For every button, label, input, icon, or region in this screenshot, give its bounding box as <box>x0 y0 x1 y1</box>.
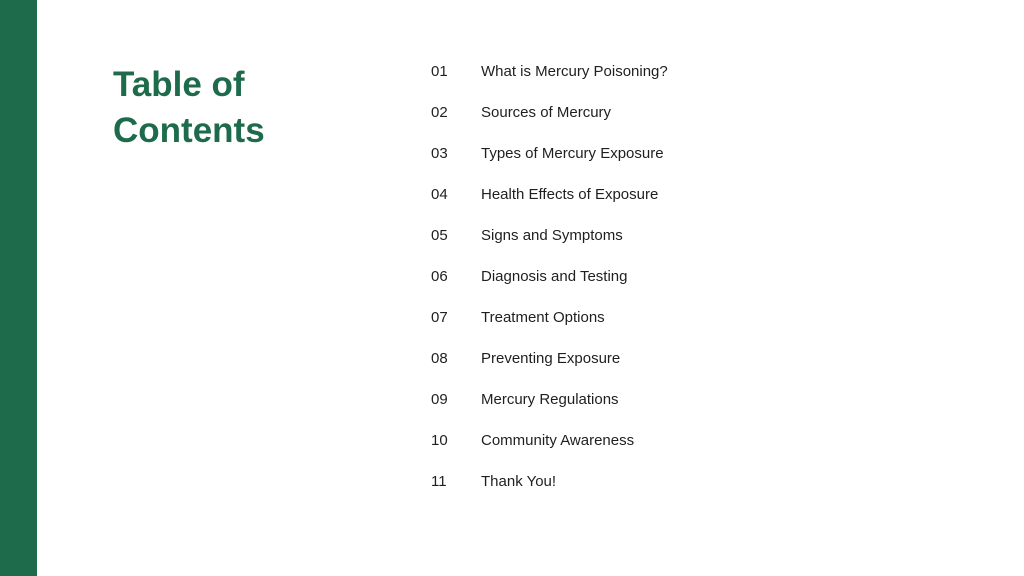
toc-item-11[interactable] <box>431 461 668 502</box>
toc-number: 10 <box>431 432 448 449</box>
table-of-contents <box>431 51 668 502</box>
toc-number: 05 <box>431 227 448 244</box>
toc-label: What is Mercury Poisoning? <box>481 63 668 80</box>
toc-item-02[interactable] <box>431 92 668 133</box>
page-title <box>113 62 353 154</box>
toc-item-01[interactable] <box>431 51 668 92</box>
toc-label: Mercury Regulations <box>481 391 619 408</box>
toc-number: 03 <box>431 145 448 162</box>
toc-number: 07 <box>431 309 448 326</box>
toc-label: Signs and Symptoms <box>481 227 623 244</box>
toc-label: Community Awareness <box>481 432 635 449</box>
title-line-1: Table of <box>113 65 245 104</box>
toc-number: 04 <box>431 186 448 203</box>
toc-label: Treatment Options <box>481 309 605 326</box>
toc-number: 09 <box>431 391 448 408</box>
title-line-2: Contents <box>113 111 265 150</box>
toc-item-08[interactable] <box>431 338 668 379</box>
toc-number: 11 <box>431 473 447 490</box>
toc-item-07[interactable] <box>431 297 668 338</box>
accent-bar <box>0 0 37 576</box>
toc-label: Types of Mercury Exposure <box>481 145 664 162</box>
toc-label: Preventing Exposure <box>481 350 621 367</box>
toc-number: 08 <box>431 350 448 367</box>
toc-number: 06 <box>431 268 448 285</box>
toc-item-09[interactable] <box>431 379 668 420</box>
toc-item-04[interactable] <box>431 174 668 215</box>
toc-item-03[interactable] <box>431 133 668 174</box>
toc-number: 02 <box>431 104 448 121</box>
toc-item-10[interactable] <box>431 420 668 461</box>
toc-item-06[interactable] <box>431 256 668 297</box>
toc-item-05[interactable] <box>431 215 668 256</box>
toc-label: Diagnosis and Testing <box>481 268 628 285</box>
toc-label: Sources of Mercury <box>481 104 612 121</box>
toc-number: 01 <box>431 63 448 80</box>
toc-label: Health Effects of Exposure <box>481 186 659 203</box>
toc-label: Thank You! <box>481 473 557 490</box>
